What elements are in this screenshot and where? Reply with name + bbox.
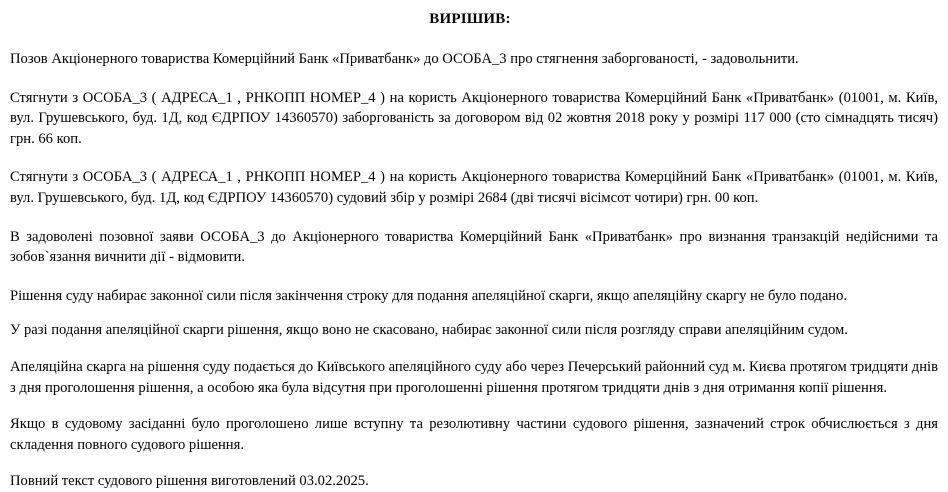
paragraph-appeal-filed: У разі подання апеляційної скарги рішення, якщо воно не скасовано, набирає законної сили після розгляду справи апеляційним судом.: [10, 322, 848, 339]
spacer-after-title: [10, 29, 938, 49]
paragraph-appeal-procedure: Апеляційна скарга на рішення суду подається до Київського апеляційного суду або через Печерський районний суд м. Києва протягом тридцяти днів з дня проголошення рішення, а особою яка була відсутня при проголошенні рішення протягом тридцяти днів з дня отримання копії рішення.: [10, 358, 938, 396]
spacer-8: [10, 455, 938, 471]
spacer-1: [10, 70, 938, 88]
paragraph-recover-debt: Стягнути з ОСОБА_3 ( АДРЕСА_1 , РНКОПП НОМЕР_4 ) на користь Акціонерного товариства Комерційний Банк «Приватбанк» (01001, м. Київ, вул. Грушевського, буд. 1Д, код ЄДРПОУ 14360570) заборгованість за договором від 02 жовтня 2018 року у розмірі 117 000 (сто сімнадцять тисяч) грн. 66 коп.: [10, 89, 938, 147]
paragraph-recover-court-fee: Стягнути з ОСОБА_3 ( АДРЕСА_1 , РНКОПП НОМЕР_4 ) на користь Акціонерного товариства Комерційний Банк «Приватбанк» (01001, м. Київ, вул. Грушевського, буд. 1Д, код ЄДРПОУ 14360570) судовий збір у розмірі 2684 (дві тисячі вісімсот чотири) грн. 00 коп.: [10, 169, 938, 206]
spacer-5: [10, 306, 938, 320]
paragraph-entry-into-force: Рішення суду набирає законної сили після закінчення строку для подання апеляційної скарги, якщо апеляційну скаргу не було подано.: [10, 287, 848, 304]
spacer-7: [10, 398, 938, 414]
page-title: ВИРІШИВ:: [429, 11, 511, 27]
paragraph-full-text-date: Повний текст судового рішення виготовлений 03.02.2025.: [10, 473, 369, 490]
paragraph-deny-counterclaim: В задоволені позовної заяви ОСОБА_3 до Акціонерного товариства Комерційний Банк «Приватбанк» про визнання транзакцій недійсними та зобов`язання вичнити дії - відмовити.: [10, 228, 938, 266]
spacer-4: [10, 268, 938, 286]
paragraph-introductory-operative: Якщо в судовому засіданні було проголошено лише вступну та резолютивну частини судового рішення, зазначений строк обчислюється з дня складення повного судового рішення.: [10, 416, 938, 453]
spacer-3: [10, 209, 938, 227]
spacer-2: [10, 149, 938, 167]
spacer-6: [10, 341, 938, 357]
paragraph-satisfy-claim: Позов Акціонерного товариства Комерційний Банк «Приватбанк» до ОСОБА_3 про стягнення заборгованості, - задовольнити.: [10, 51, 799, 67]
